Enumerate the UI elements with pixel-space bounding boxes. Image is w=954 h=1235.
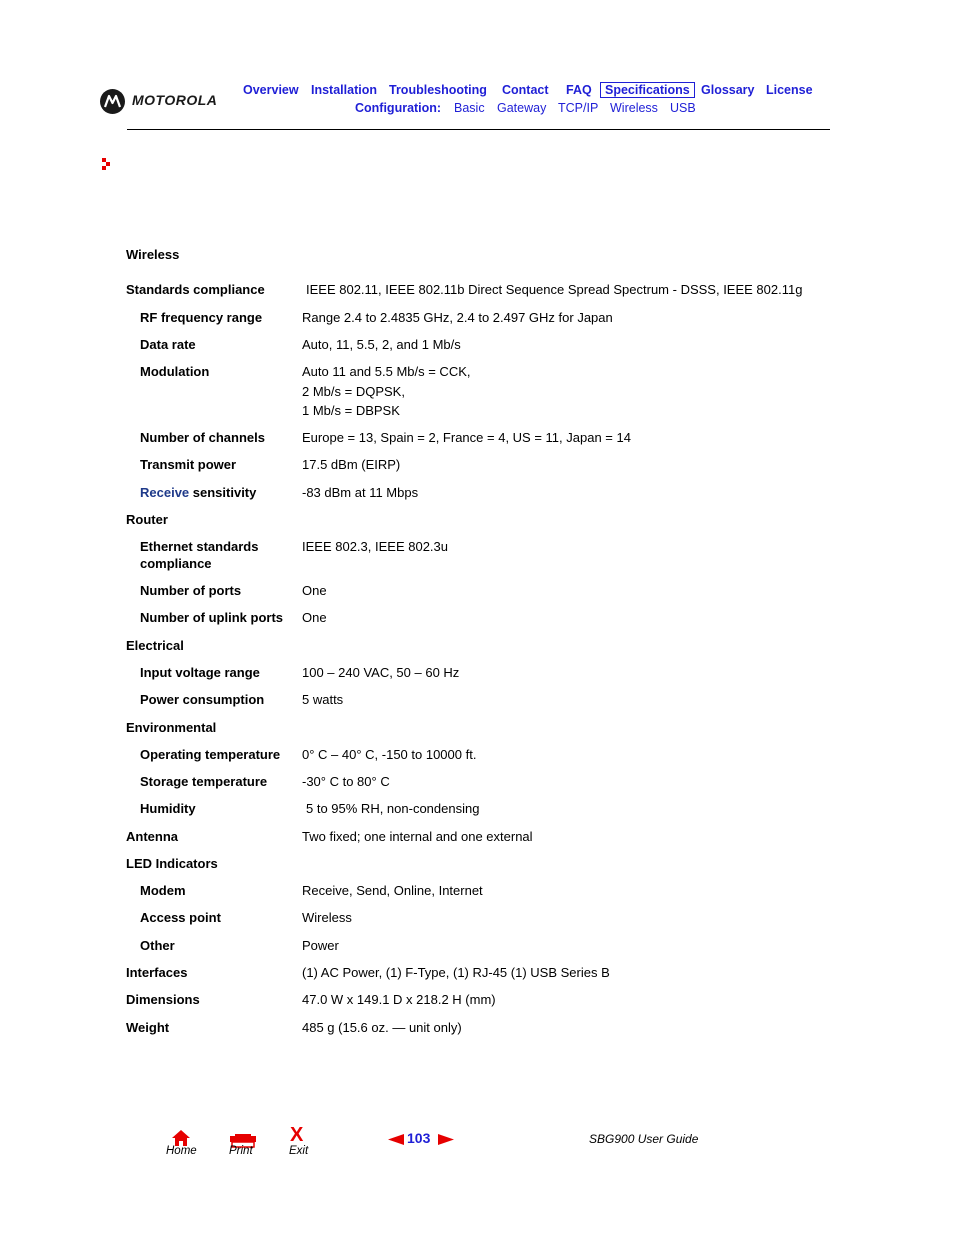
spec-label-power-consumption: Power consumption xyxy=(140,692,265,707)
nav-contact[interactable]: Contact xyxy=(502,83,549,97)
spec-value-standards: IEEE 802.11, IEEE 802.11b Direct Sequence Spread Spectrum - DSSS, IEEE 802.11g xyxy=(306,282,803,297)
spec-label-channels: Number of channels xyxy=(140,430,265,445)
section-heading-wireless: Wireless xyxy=(126,247,180,262)
spec-value-rf-frequency: Range 2.4 to 2.4835 GHz, 2.4 to 2.497 GHz for Japan xyxy=(302,310,613,325)
spec-label-modulation: Modulation xyxy=(140,364,210,379)
spec-value-modem: Receive, Send, Online, Internet xyxy=(302,883,483,898)
spec-value-input-voltage: 100 – 240 VAC, 50 – 60 Hz xyxy=(302,665,460,680)
spec-label-standards: Standards compliance xyxy=(126,282,265,297)
spec-label-input-voltage: Input voltage range xyxy=(140,665,260,680)
spec-label-operating-temp: Operating temperature xyxy=(140,747,281,762)
spec-label-ports: Number of ports xyxy=(140,583,242,598)
spec-value-power-consumption: 5 watts xyxy=(302,692,344,707)
section-heading-environmental: Environmental xyxy=(126,720,217,735)
spec-value-dimensions: 47.0 W x 149.1 D x 218.2 H (mm) xyxy=(302,992,496,1007)
brand-wordmark: MOTOROLA xyxy=(132,92,218,108)
spec-value-receive-sensitivity: -83 dBm at 11 Mbps xyxy=(302,485,419,500)
exit-x-icon[interactable]: X xyxy=(290,1124,304,1146)
spec-value-storage-temp: -30° C to 80° C xyxy=(302,774,390,789)
section-heading-led: LED Indicators xyxy=(126,856,218,871)
nav-glossary[interactable]: Glossary xyxy=(701,83,755,97)
nav-license[interactable]: License xyxy=(766,83,813,97)
spec-value-antenna: Two fixed; one internal and one external xyxy=(302,829,533,844)
page-number: 103 xyxy=(407,1130,431,1146)
motorola-logo-icon xyxy=(100,89,125,114)
nav-overview[interactable]: Overview xyxy=(243,83,299,97)
nav-config-gateway[interactable]: Gateway xyxy=(497,101,547,115)
nav-installation[interactable]: Installation xyxy=(311,83,377,97)
spec-label-antenna: Antenna xyxy=(126,829,178,844)
spec-value-weight: 485 g (15.6 oz. — unit only) xyxy=(302,1020,462,1035)
home-label[interactable]: Home xyxy=(166,1145,197,1157)
section-marker-icon xyxy=(102,158,114,175)
nav-specifications[interactable]: Specifications xyxy=(600,82,695,98)
nav-config-tcpip[interactable]: TCP/IP xyxy=(558,101,599,115)
nav-config-basic[interactable]: Basic xyxy=(454,101,485,115)
nav-config-wireless[interactable]: Wireless xyxy=(610,101,658,115)
spec-value-ethernet: IEEE 802.3, IEEE 802.3u xyxy=(302,539,448,554)
spec-value-data-rate: Auto, 11, 5.5, 2, and 1 Mb/s xyxy=(302,337,461,352)
nav-config-usb[interactable]: USB xyxy=(670,101,696,115)
exit-label[interactable]: Exit xyxy=(289,1145,309,1157)
nav-faq[interactable]: FAQ xyxy=(566,83,592,97)
spec-label-receive-sensitivity xyxy=(140,485,256,500)
nav-troubleshooting[interactable]: Troubleshooting xyxy=(389,83,487,97)
print-label[interactable]: Print xyxy=(229,1145,253,1157)
spec-value-modulation-2: 2 Mb/s = DQPSK, xyxy=(302,384,405,399)
spec-value-channels: Europe = 13, Spain = 2, France = 4, US = 11, Japan = 14 xyxy=(302,430,631,445)
spec-value-modulation-3: 1 Mb/s = DBPSK xyxy=(302,403,400,418)
next-page-button[interactable] xyxy=(438,1133,454,1148)
spec-label-data-rate: Data rate xyxy=(140,337,196,352)
section-heading-router: Router xyxy=(126,512,168,527)
spec-label-modem: Modem xyxy=(140,883,186,898)
spec-label-ethernet-2: compliance xyxy=(140,556,212,571)
right-arrow-icon xyxy=(438,1134,454,1145)
spec-label-other: Other xyxy=(140,938,175,953)
receive-word: Receive xyxy=(140,485,190,500)
spec-value-modulation-1: Auto 11 and 5.5 Mb/s = CCK, xyxy=(302,364,471,379)
spec-value-ports: One xyxy=(302,583,327,598)
spec-value-interfaces: (1) AC Power, (1) F-Type, (1) RJ-45 (1) USB Series B xyxy=(302,965,610,980)
spec-value-operating-temp: 0° C – 40° C, -150 to 10000 ft. xyxy=(302,747,477,762)
spec-label-weight: Weight xyxy=(126,1020,170,1035)
spec-value-transmit-power: 17.5 dBm (EIRP) xyxy=(302,457,401,472)
previous-page-button[interactable] xyxy=(388,1133,404,1148)
spec-label-ethernet-1: Ethernet standards xyxy=(140,539,259,554)
spec-value-humidity: 5 to 95% RH, non-condensing xyxy=(306,801,480,816)
guide-title: SBG900 User Guide xyxy=(589,1132,699,1146)
sensitivity-word: sensitivity xyxy=(192,485,257,500)
spec-label-dimensions: Dimensions xyxy=(126,992,200,1007)
spec-label-interfaces: Interfaces xyxy=(126,965,188,980)
header-divider xyxy=(127,129,830,130)
spec-value-other: Power xyxy=(302,938,339,953)
configuration-label: Configuration: xyxy=(355,101,442,115)
section-heading-electrical: Electrical xyxy=(126,638,184,653)
spec-label-transmit-power: Transmit power xyxy=(140,457,237,472)
left-arrow-icon xyxy=(388,1134,404,1145)
spec-label-access-point: Access point xyxy=(140,910,221,925)
spec-label-storage-temp: Storage temperature xyxy=(140,774,268,789)
spec-value-uplink-ports: One xyxy=(302,610,327,625)
spec-label-humidity: Humidity xyxy=(140,801,196,816)
spec-label-rf-frequency: RF frequency range xyxy=(140,310,263,325)
spec-value-access-point: Wireless xyxy=(302,910,352,925)
spec-label-uplink-ports: Number of uplink ports xyxy=(140,610,283,625)
